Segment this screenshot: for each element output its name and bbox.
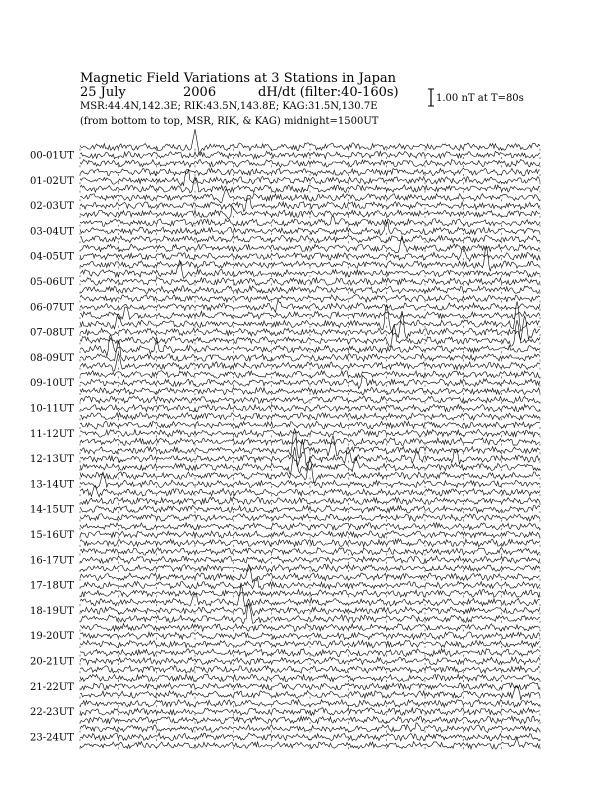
trace-rik xyxy=(80,556,540,564)
baseline-ticks xyxy=(80,545,540,547)
hour-label: 19-20UT xyxy=(30,631,74,643)
hour-label: 15-16UT xyxy=(30,530,74,541)
hour-label: 01-02UT xyxy=(30,175,74,187)
baseline-ticks xyxy=(80,149,540,151)
baseline-ticks xyxy=(80,385,540,387)
baseline-ticks xyxy=(80,182,540,184)
baseline-ticks xyxy=(80,587,540,589)
hour-label: 00-01UT xyxy=(30,150,74,162)
hour-label: 09-10UT xyxy=(30,378,74,390)
date-label: 25 July xyxy=(80,85,126,100)
hour-label: 03-04UT xyxy=(30,226,74,238)
baseline-ticks xyxy=(80,671,540,673)
hour-label: 08-09UT xyxy=(30,352,74,364)
baseline-ticks xyxy=(80,275,540,277)
hour-label: 07-08UT xyxy=(30,327,74,339)
hour-label: 04-05UT xyxy=(30,251,74,263)
hour-label: 02-03UT xyxy=(30,201,74,213)
trace-rows xyxy=(30,129,540,749)
baseline-ticks xyxy=(80,165,540,167)
hour-label: 11-12UT xyxy=(30,428,74,440)
hour-label: 14-15UT xyxy=(30,504,74,516)
baseline-ticks xyxy=(80,511,540,513)
hour-label: 22-23UT xyxy=(30,707,74,719)
baseline-ticks xyxy=(80,241,540,243)
trace-rik xyxy=(80,733,540,741)
baseline-ticks xyxy=(80,317,540,319)
baseline-ticks xyxy=(80,368,540,370)
baseline-ticks xyxy=(80,225,540,227)
order-note: (from bottom to top, MSR, RIK, & KAG) midnight=1500UT xyxy=(80,116,379,127)
baseline-ticks xyxy=(80,410,540,412)
trace-msr xyxy=(80,286,540,294)
baseline-ticks xyxy=(80,309,540,311)
baseline-ticks xyxy=(80,359,540,361)
trace-kag xyxy=(80,674,540,682)
trace-kag xyxy=(80,522,540,530)
baseline-ticks xyxy=(80,663,540,665)
baseline-ticks xyxy=(80,334,540,336)
hour-label: 16-17UT xyxy=(30,555,74,567)
hour-label: 13-14UT xyxy=(30,479,74,491)
trace-msr xyxy=(80,177,540,193)
hour-label: 10-11UT xyxy=(30,403,74,415)
hour-label: 06-07UT xyxy=(30,302,74,314)
baseline-ticks xyxy=(80,191,540,193)
baseline-ticks xyxy=(80,174,540,176)
chart-title: Magnetic Field Variations at 3 Stations in Japan xyxy=(80,71,397,86)
hour-label: 12-13UT xyxy=(30,454,74,466)
baseline-ticks xyxy=(80,435,540,437)
hour-label: 20-21UT xyxy=(30,656,74,668)
baseline-ticks xyxy=(80,258,540,260)
hour-label: 18-19UT xyxy=(30,605,74,617)
baseline-ticks xyxy=(80,157,540,159)
baseline-ticks xyxy=(80,486,540,488)
stations-label: MSR:44.4N,142.3E; RIK:43.5N,143.8E; KAG:31.5N,130.7E xyxy=(80,101,378,112)
baseline-ticks xyxy=(80,554,540,556)
baseline-ticks xyxy=(80,604,540,606)
baseline-ticks xyxy=(80,301,540,303)
hour-label: 05-06UT xyxy=(30,277,74,288)
baseline-ticks xyxy=(80,638,540,640)
trace-rik xyxy=(80,682,540,690)
hour-label: 17-18UT xyxy=(30,580,74,592)
baseline-ticks xyxy=(80,697,540,699)
hour-label: 21-22UT xyxy=(30,681,74,693)
hour-label: 23-24UT xyxy=(30,732,74,744)
baseline-ticks xyxy=(80,216,540,218)
filter-label: dH/dt (filter:40-160s) xyxy=(258,85,399,100)
baseline-ticks xyxy=(80,520,540,522)
baseline-ticks xyxy=(80,284,540,286)
scale-bar-label: 1.00 nT at T=80s xyxy=(436,93,524,104)
baseline-ticks xyxy=(80,714,540,716)
baseline-ticks xyxy=(80,731,540,733)
baseline-ticks xyxy=(80,326,540,328)
baseline-ticks xyxy=(80,494,540,496)
baseline-ticks xyxy=(80,595,540,597)
baseline-ticks xyxy=(80,478,540,480)
baseline-ticks xyxy=(80,452,540,454)
year-label: 2006 xyxy=(183,85,217,100)
baseline-ticks xyxy=(80,612,540,614)
baseline-ticks xyxy=(80,461,540,463)
baseline-ticks xyxy=(80,342,540,344)
baseline-ticks xyxy=(80,250,540,252)
baseline-ticks xyxy=(80,376,540,378)
baseline-ticks xyxy=(80,427,540,429)
